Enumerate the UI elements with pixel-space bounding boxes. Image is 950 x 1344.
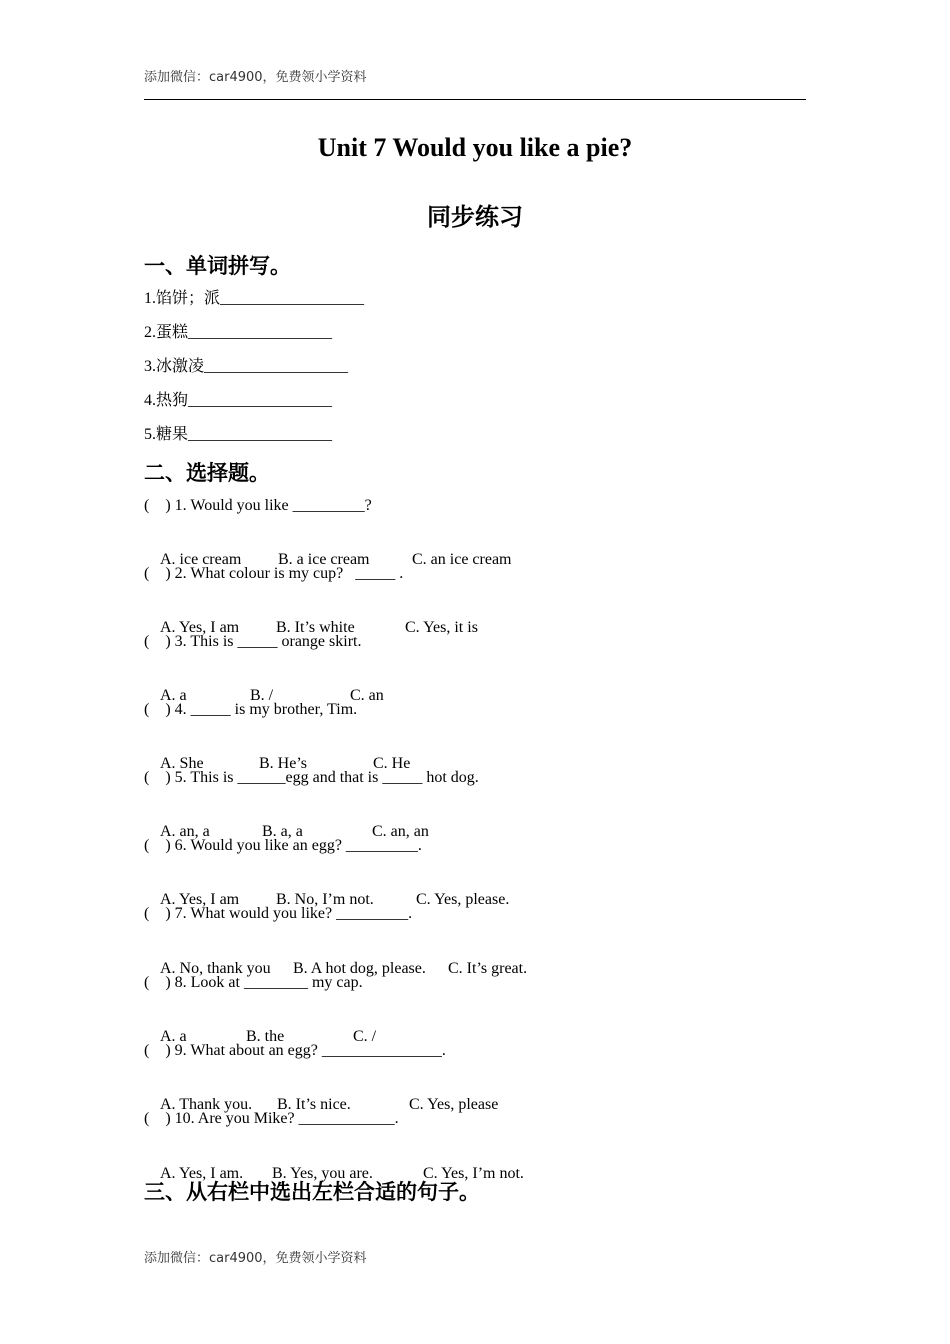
question-text: ( ) 1. Would you like _________?	[144, 497, 372, 514]
question-text: ( ) 6. Would you like an egg? _________.	[144, 837, 422, 854]
option-b: B. No, I’m not.	[276, 891, 374, 908]
option-b: B. a ice cream	[278, 551, 370, 568]
option-a: A. Yes, I am.	[160, 1165, 244, 1182]
option-a: A. Thank you.	[160, 1096, 253, 1113]
option-a: A. No, thank you	[160, 960, 271, 977]
question-text: ( ) 2. What colour is my cup? _____ .	[144, 565, 404, 582]
question-text: ( ) 9. What about an egg? _______________.	[144, 1042, 446, 1059]
option-a: A. an, a	[160, 823, 210, 840]
question-text: ( ) 8. Look at ________ my cap.	[144, 974, 363, 991]
spelling-item: 1.馅饼；派__________________	[144, 290, 365, 307]
spelling-item: 2.蛋糕__________________	[144, 324, 333, 341]
page-subtitle: 同步练习	[427, 203, 523, 231]
option-a: A. Yes, I am	[160, 619, 240, 636]
option-c: C. Yes, please.	[416, 891, 510, 908]
section-heading-matching: 三、从右栏中选出左栏合适的句子。	[144, 1180, 480, 1204]
option-c: C. It’s great.	[448, 960, 528, 977]
option-c: C. Yes, I’m not.	[423, 1165, 524, 1182]
option-b: B. A hot dog, please.	[293, 960, 426, 977]
header-divider	[144, 99, 806, 100]
option-c: C. an, an	[372, 823, 429, 840]
option-b: B. a, a	[262, 823, 303, 840]
option-b: B. /	[250, 687, 274, 704]
spelling-item: 3.冰激凌__________________	[144, 358, 349, 375]
option-c: C. Yes, please	[409, 1096, 499, 1113]
spelling-item: 4.热狗__________________	[144, 392, 333, 409]
option-a: A. Yes, I am	[160, 891, 240, 908]
question-text: ( ) 5. This is ______egg and that is _____ hot dog.	[144, 769, 479, 786]
option-c: C. /	[353, 1028, 377, 1045]
page-title: Unit 7 Would you like a pie?	[317, 133, 633, 162]
option-b: B. It’s white	[276, 619, 355, 636]
section-heading-spelling: 一、单词拼写。	[144, 254, 291, 278]
option-b: B. the	[246, 1028, 285, 1045]
question-text: ( ) 3. This is _____ orange skirt.	[144, 633, 362, 650]
option-a: A. a	[160, 687, 187, 704]
question-text: ( ) 7. What would you like? _________.	[144, 905, 413, 922]
header-note: 添加微信：car4900，免费领小学资料	[144, 70, 367, 85]
option-c: C. Yes, it is	[405, 619, 478, 636]
option-c: C. He	[373, 755, 411, 772]
option-c: C. an ice cream	[412, 551, 512, 568]
section-heading-choice: 二、选择题。	[144, 461, 270, 485]
option-b: B. Yes, you are.	[272, 1165, 373, 1182]
option-c: C. an	[350, 687, 384, 704]
footer-note: 添加微信：car4900，免费领小学资料	[144, 1251, 367, 1266]
option-a: A. She	[160, 755, 204, 772]
option-b: B. He’s	[259, 755, 307, 772]
option-b: B. It’s nice.	[277, 1096, 351, 1113]
option-a: A. a	[160, 1028, 187, 1045]
question-text: ( ) 10. Are you Mike? ____________.	[144, 1110, 399, 1127]
question-text: ( ) 4. _____ is my brother, Tim.	[144, 701, 358, 718]
option-a: A. ice cream	[160, 551, 242, 568]
spelling-item: 5.糖果__________________	[144, 426, 333, 443]
